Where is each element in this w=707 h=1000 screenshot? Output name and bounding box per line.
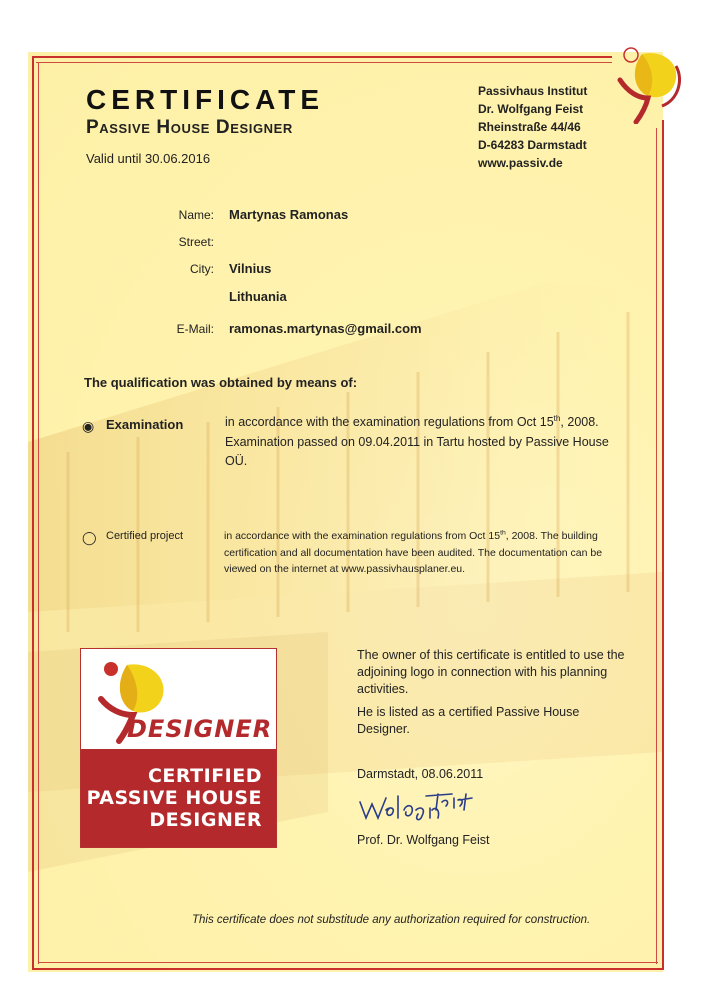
signer-name: Prof. Dr. Wolfgang Feist	[357, 833, 490, 847]
examination-label: Examination	[106, 417, 184, 432]
logo-line-passive-house: PASSIVE HOUSE	[86, 787, 262, 809]
city-value: Vilnius	[229, 261, 272, 276]
institute-city: D-64283 Darmstadt	[478, 138, 587, 152]
institute-street: Rheinstraße 44/46	[478, 120, 581, 134]
logo-line-certified: CERTIFIED	[147, 765, 262, 787]
email-label: E-Mail:	[176, 322, 214, 336]
place-date: Darmstadt, 08.06.2011	[357, 767, 484, 781]
institute-name: Passivhaus Institut	[478, 84, 588, 98]
valid-until: Valid until 30.06.2016	[86, 151, 211, 166]
frame-bottom-inner	[38, 962, 658, 963]
email-value: ramonas.martynas@gmail.com	[229, 321, 422, 336]
qualification-heading: The qualification was obtained by means of:	[84, 375, 358, 390]
institute-person: Dr. Wolfgang Feist	[478, 102, 584, 116]
frame-bottom	[32, 968, 664, 970]
street-label: Street:	[178, 235, 214, 249]
certified-project-radio-unselected-icon: ◯	[82, 530, 97, 545]
country-value: Lithuania	[229, 289, 287, 304]
certified-project-text: in accordance with the examination regulations from Oct 15th, 2008. The building certification and all documentation have been audited. The documentation can be viewed on the internet at www.passivhausplaner.eu.	[224, 529, 603, 575]
certificate-subtitle: Passive House Designer	[86, 117, 293, 138]
signature-image	[356, 788, 476, 828]
frame-right-inner	[656, 128, 657, 964]
listing-statement: He is listed as a certified Passive House Designer.	[357, 705, 580, 736]
footer-disclaimer: This certificate does not substitude any authorization required for construction.	[192, 914, 591, 926]
logo-red-panel	[81, 749, 276, 847]
passive-house-logo-icon	[612, 44, 686, 124]
frame-top-inner	[36, 62, 612, 63]
examination-radio-selected-icon: ◉	[82, 418, 95, 434]
examination-text: in accordance with the examination regulations from Oct 15th, 2008. Examination passed on 09.04.2011 in Tartu hosted by Passive House OÜ.	[225, 413, 609, 468]
designer-word: DESIGNER	[127, 715, 273, 743]
city-label: City:	[190, 262, 214, 276]
logo-line-designer: DESIGNER	[149, 809, 262, 831]
entitlement-statement: The owner of this certificate is entitled to use the adjoining logo in connection with his planning activities.	[357, 648, 625, 696]
certified-project-label: Certified project	[106, 530, 184, 542]
frame-left-inner	[38, 62, 39, 964]
name-value: Martynas Ramonas	[229, 207, 349, 222]
name-label: Name:	[178, 208, 214, 222]
certified-designer-logo	[80, 648, 277, 848]
certificate-title: CERTIFICATE	[86, 84, 325, 115]
frame-left	[32, 56, 34, 970]
frame-right	[662, 120, 664, 970]
frame-top	[32, 56, 612, 58]
institute-website: www.passiv.de	[478, 156, 563, 170]
